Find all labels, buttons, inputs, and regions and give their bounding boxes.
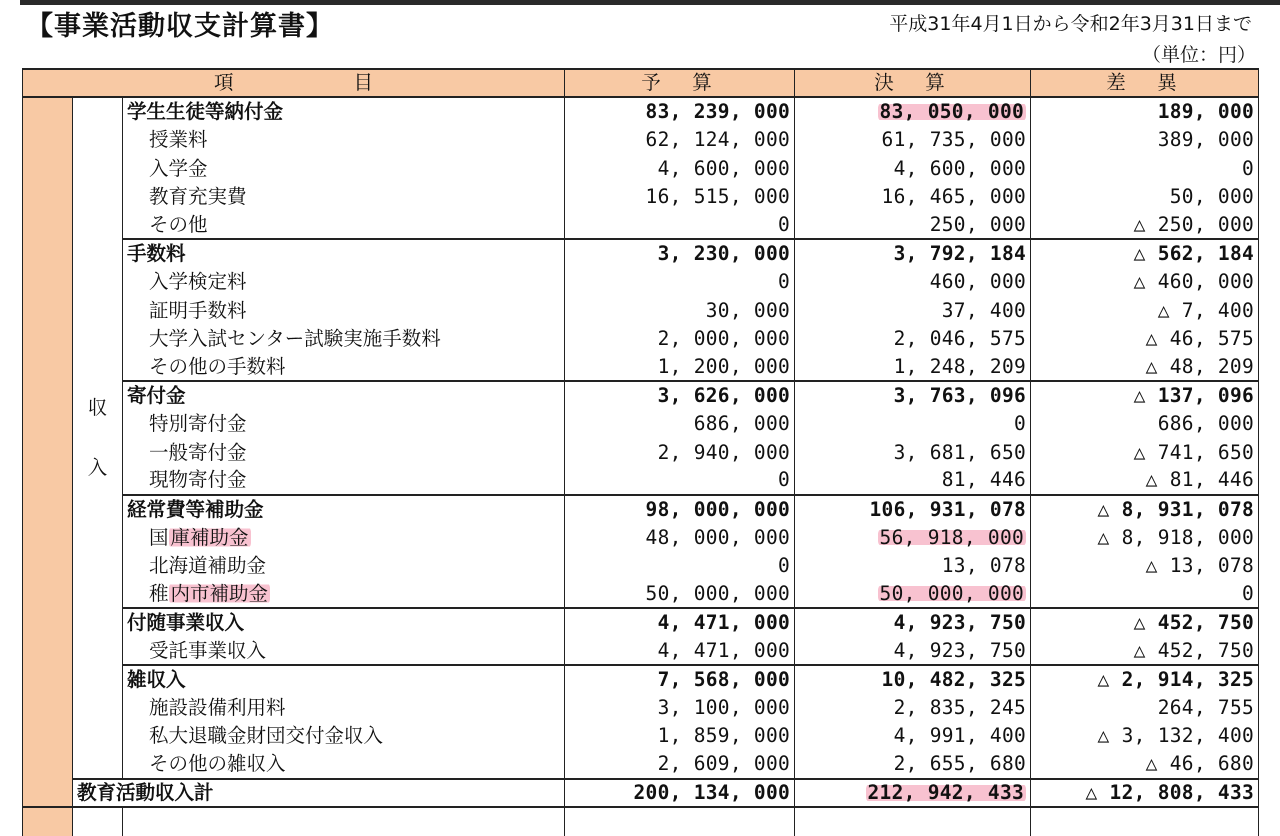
column-header-item: 項 目: [23, 69, 565, 97]
cell-diff: △ 46, 680: [1031, 750, 1259, 778]
cell-actual: 37, 400: [795, 296, 1031, 324]
section-label-income: [73, 97, 123, 778]
table-row: [23, 183, 1259, 211]
cell-actual: 3, 792, 184: [795, 239, 1031, 267]
cell-actual: 106, 931, 078: [795, 495, 1031, 523]
cell-diff: △ 7, 400: [1031, 296, 1259, 324]
income-statement-table: [22, 68, 1259, 836]
row-label: 証明手数料: [123, 296, 565, 324]
category-row: [23, 97, 1259, 125]
cell-budget: 0: [565, 552, 795, 580]
cell-diff: △ 250, 000: [1031, 211, 1259, 239]
cell-diff: △ 8, 918, 000: [1031, 523, 1259, 551]
cell-diff: △ 2, 914, 325: [1031, 665, 1259, 693]
cell-actual: 3, 681, 650: [795, 438, 1031, 466]
row-label: 受託事業収入: [123, 637, 565, 665]
cell-budget: 0: [565, 466, 795, 494]
cell-diff: △ 452, 750: [1031, 608, 1259, 636]
row-label: 入学金: [123, 154, 565, 182]
cut-off-cell: [565, 807, 795, 835]
row-label: 学生生徒等納付金: [123, 97, 565, 125]
fiscal-period: 平成31年4月1日から令和2年3月31日まで: [889, 13, 1252, 35]
table-row: [23, 580, 1259, 608]
cell-budget: 0: [565, 268, 795, 296]
table-row: [23, 325, 1259, 353]
table-row: [23, 523, 1259, 551]
cell-actual: 2, 835, 245: [795, 694, 1031, 722]
cell-budget: 4, 471, 000: [565, 637, 795, 665]
cell-budget: 4, 471, 000: [565, 608, 795, 636]
cut-off-cell: [795, 807, 1031, 835]
row-label: 授業料: [123, 126, 565, 154]
table-row: [23, 438, 1259, 466]
cell-diff: 686, 000: [1031, 410, 1259, 438]
cell-budget: 30, 000: [565, 296, 795, 324]
row-label: 稚 内市補助金: [123, 580, 565, 608]
cell-budget: 686, 000: [565, 410, 795, 438]
table-row: [23, 466, 1259, 494]
category-row: [23, 381, 1259, 409]
cell-actual: 61, 735, 000: [795, 126, 1031, 154]
table-row: [23, 410, 1259, 438]
cell-diff: △ 13, 078: [1031, 552, 1259, 580]
cell-budget: 16, 515, 000: [565, 183, 795, 211]
cell-actual: 4, 923, 750: [795, 608, 1031, 636]
cell-actual: 3, 763, 096: [795, 381, 1031, 409]
row-label: その他: [123, 211, 565, 239]
row-label: 雑収入: [123, 665, 565, 693]
cell-actual: 4, 600, 000: [795, 154, 1031, 182]
row-label: 私大退職金財団交付金収入: [123, 722, 565, 750]
cut-off-row: [23, 807, 1259, 835]
cell-budget: 3, 230, 000: [565, 239, 795, 267]
category-row: [23, 495, 1259, 523]
cell-budget: 4, 600, 000: [565, 154, 795, 182]
row-label: 手数料: [123, 239, 565, 267]
cell-diff: 0: [1031, 580, 1259, 608]
header-row: [23, 69, 1259, 97]
cell-budget: 2, 000, 000: [565, 325, 795, 353]
cell-actual: 81, 446: [795, 466, 1031, 494]
row-label: 付随事業収入: [123, 608, 565, 636]
row-label: 施設設備利用料: [123, 694, 565, 722]
cell-budget: 3, 100, 000: [565, 694, 795, 722]
row-label: 特別寄付金: [123, 410, 565, 438]
cell-actual: 2, 046, 575: [795, 325, 1031, 353]
column-header-budget: 予 算: [565, 69, 795, 97]
category-row: [23, 608, 1259, 636]
column-header-actual: 決 算: [795, 69, 1031, 97]
cell-budget: 0: [565, 211, 795, 239]
table-row: [23, 750, 1259, 778]
category-row: [23, 665, 1259, 693]
cell-budget: 2, 609, 000: [565, 750, 795, 778]
row-label: 教育充実費: [123, 183, 565, 211]
section-side-band: [23, 97, 73, 807]
category-row: [23, 239, 1259, 267]
cell-budget: 3, 626, 000: [565, 381, 795, 409]
cell-actual: 13, 078: [795, 552, 1031, 580]
table-row: [23, 637, 1259, 665]
table-row: [23, 353, 1259, 381]
cut-off-cell: [123, 807, 565, 835]
cell-actual: 4, 923, 750: [795, 637, 1031, 665]
cell-diff: △ 562, 184: [1031, 239, 1259, 267]
table-row: [23, 154, 1259, 182]
table-row: [23, 552, 1259, 580]
total-row: [23, 779, 1259, 807]
cell-budget: 62, 124, 000: [565, 126, 795, 154]
cell-diff: △ 452, 750: [1031, 637, 1259, 665]
cell-actual: 10, 482, 325: [795, 665, 1031, 693]
cell-actual: 50, 000, 000: [795, 580, 1031, 608]
row-label: 現物寄付金: [123, 466, 565, 494]
cell-actual: 83, 050, 000: [795, 97, 1031, 125]
cell-budget: 2, 940, 000: [565, 438, 795, 466]
cut-off-cell: [73, 807, 123, 835]
table-row: [23, 694, 1259, 722]
table-row: [23, 268, 1259, 296]
cell-budget: 7, 568, 000: [565, 665, 795, 693]
table-row: [23, 722, 1259, 750]
section-label-char: 収: [87, 396, 108, 420]
row-label: その他の雑収入: [123, 750, 565, 778]
cell-budget: 200, 134, 000: [565, 779, 795, 807]
row-label: 寄付金: [123, 381, 565, 409]
cut-off-cell: [1031, 807, 1259, 835]
document-title: 【事業活動収支計算書】: [26, 11, 334, 42]
cell-budget: 1, 200, 000: [565, 353, 795, 381]
cell-actual: 460, 000: [795, 268, 1031, 296]
cell-diff: △ 81, 446: [1031, 466, 1259, 494]
row-label: 一般寄付金: [123, 438, 565, 466]
currency-unit: （単位：円）: [1141, 44, 1256, 66]
row-label: 教育活動収入計: [73, 779, 565, 807]
row-label: 経常費等補助金: [123, 495, 565, 523]
table-row: [23, 296, 1259, 324]
cell-diff: △ 460, 000: [1031, 268, 1259, 296]
cell-actual: 212, 942, 433: [795, 779, 1031, 807]
cell-diff: △ 12, 808, 433: [1031, 779, 1259, 807]
row-label: 入学検定料: [123, 268, 565, 296]
cell-diff: △ 137, 096: [1031, 381, 1259, 409]
cell-diff: 50, 000: [1031, 183, 1259, 211]
cell-diff: △ 8, 931, 078: [1031, 495, 1259, 523]
cell-diff: 389, 000: [1031, 126, 1259, 154]
table-row: [23, 126, 1259, 154]
section-label-char: 入: [87, 456, 108, 480]
cell-budget: 1, 859, 000: [565, 722, 795, 750]
cell-actual: 0: [795, 410, 1031, 438]
table-row: [23, 211, 1259, 239]
row-label: その他の手数料: [123, 353, 565, 381]
cell-diff: 0: [1031, 154, 1259, 182]
cell-diff: 264, 755: [1031, 694, 1259, 722]
cell-diff: △ 741, 650: [1031, 438, 1259, 466]
column-header-difference: 差 異: [1031, 69, 1259, 97]
cut-off-cell: [23, 807, 73, 835]
cell-diff: △ 46, 575: [1031, 325, 1259, 353]
cell-actual: 56, 918, 000: [795, 523, 1031, 551]
cell-actual: 1, 248, 209: [795, 353, 1031, 381]
cell-actual: 16, 465, 000: [795, 183, 1031, 211]
row-label: 大学入試センター試験実施手数料: [123, 325, 565, 353]
cell-budget: 50, 000, 000: [565, 580, 795, 608]
cell-budget: 83, 239, 000: [565, 97, 795, 125]
cell-diff: 189, 000: [1031, 97, 1259, 125]
cell-actual: 2, 655, 680: [795, 750, 1031, 778]
row-label: 北海道補助金: [123, 552, 565, 580]
cell-diff: △ 3, 132, 400: [1031, 722, 1259, 750]
cell-actual: 250, 000: [795, 211, 1031, 239]
cell-budget: 48, 000, 000: [565, 523, 795, 551]
cell-budget: 98, 000, 000: [565, 495, 795, 523]
cell-diff: △ 48, 209: [1031, 353, 1259, 381]
cell-actual: 4, 991, 400: [795, 722, 1031, 750]
row-label: 国 庫補助金: [123, 523, 565, 551]
